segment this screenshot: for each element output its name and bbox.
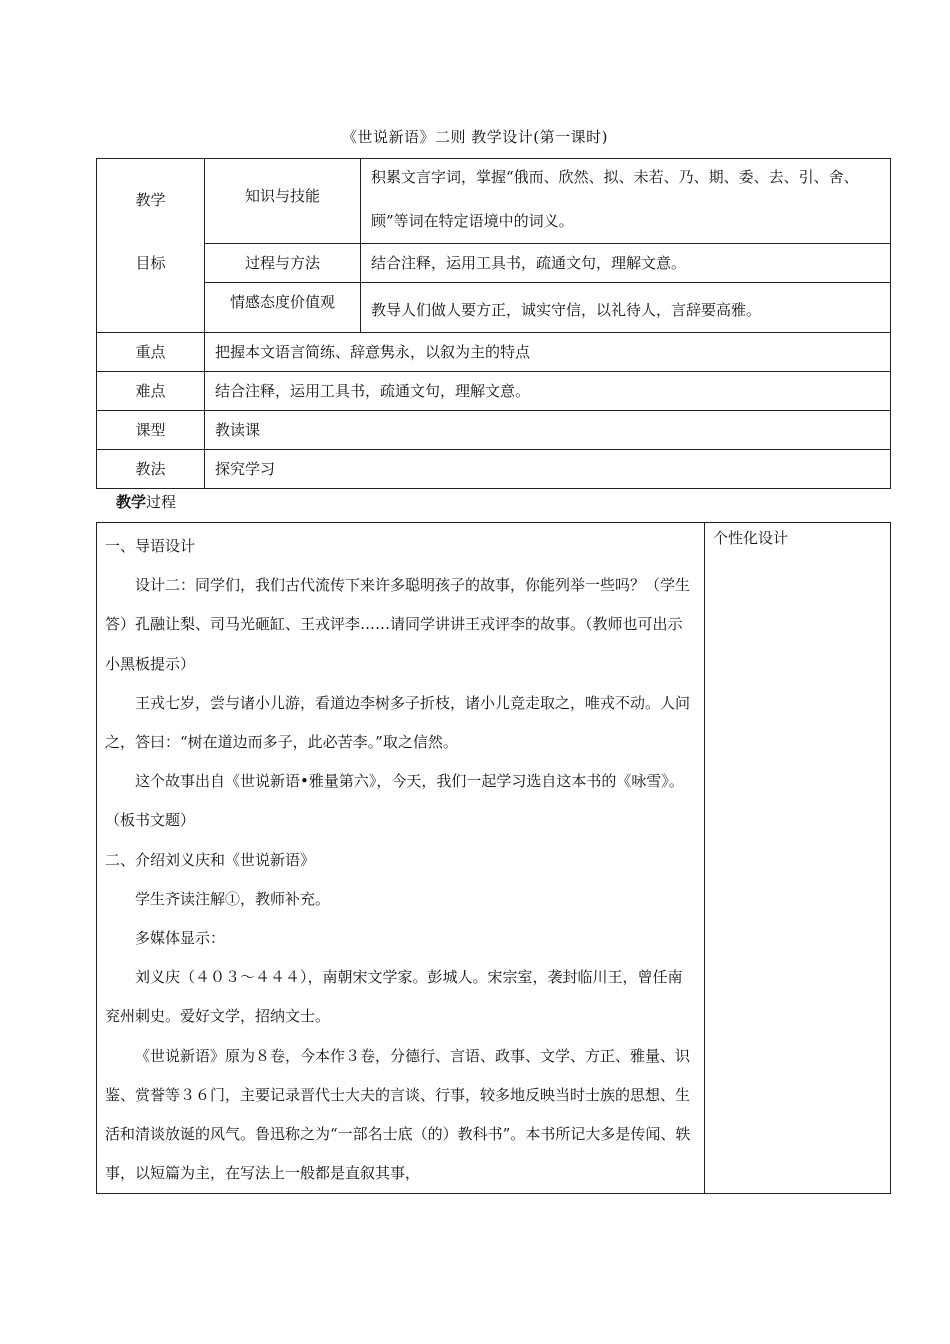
design-two-paragraph: 设计二：同学们，我们古代流传下来许多聪明孩子的故事，你能列举一些吗？（学生答）孔融让梨、司马光砸缸、王戎评李……请同学讲讲王戎评李的故事。（教师也可出示小黑板提示） xyxy=(105,576,691,673)
personalized-design-header: 个性化设计 xyxy=(713,529,789,547)
section-intro-heading: 一、导语设计 xyxy=(105,537,196,555)
process-heading-bold: 教学 xyxy=(116,493,147,511)
goal-process-content xyxy=(361,244,891,283)
personalized-design-cell xyxy=(705,523,891,1194)
method-value xyxy=(205,450,891,489)
difficulty-value xyxy=(205,372,891,411)
story-source-paragraph: 这个故事出自《世说新语•雅量第六》，今天，我们一起学习选自这本书的《咏雪》。（板书文题） xyxy=(105,772,684,830)
goals-label-top: 教学 xyxy=(135,191,166,209)
author-bio-paragraph: 刘义庆（４０３～４４４），南朝宋文学家。彭城人。宋宗室，袭封临川王，曾任南兖州刺史。爱好文学，招纳文士。 xyxy=(105,968,683,1026)
goal-values-label: 情感态度价值观 xyxy=(205,283,361,333)
key-point-text: 把握本文语言简练、辞意隽永，以叙为主的特点 xyxy=(215,343,531,361)
teaching-goals-table xyxy=(96,158,891,489)
goal-values-text: 教导人们做人要方正，诚实守信，以礼待人，言辞要高雅。 xyxy=(371,301,762,319)
goal-knowledge-label: 知识与技能 xyxy=(205,159,361,244)
method-label: 教法 xyxy=(97,450,205,489)
method-text: 探究学习 xyxy=(215,460,276,478)
key-point-label: 重点 xyxy=(97,333,205,372)
teaching-process-table xyxy=(96,522,891,1194)
goals-label-cell xyxy=(97,159,205,333)
lesson-type-label: 课型 xyxy=(97,411,205,450)
goal-knowledge-content xyxy=(361,159,891,244)
process-heading-rest: 过程 xyxy=(146,493,177,511)
difficulty-label: 难点 xyxy=(97,372,205,411)
process-heading xyxy=(116,491,176,512)
book-intro-paragraph: 《世说新语》原为８卷，今本作３卷，分德行、言语、政事、文学、方正、雅量、识鉴、赏誉等３６门，主要记录晋代士大夫的言谈、行事，较多地反映当时士族的思想、生活和清谈放诞的风气。鲁迅称之为“一部名士底（的）教科书”。本书所记大多是传闻、轶事，以短篇为主，在写法上一般都是直叙其事， xyxy=(105,1046,691,1183)
process-content-cell xyxy=(97,523,705,1194)
lesson-type-text: 教读课 xyxy=(215,421,261,439)
goal-process-text: 结合注释，运用工具书，疏通文句，理解文意。 xyxy=(371,254,687,272)
section-author-heading: 二、介绍刘义庆和《世说新语》 xyxy=(105,850,316,869)
key-point-value xyxy=(205,333,891,372)
wang-rong-story: 王戎七岁，尝与诸小儿游，看道边李树多子折枝，诸小儿竞走取之，唯戎不动。人问之，答曰：“树在道边而多子，此必苦李。”取之信然。 xyxy=(105,693,691,752)
goal-knowledge-text: 积累文言字词，掌握“俄而、欣然、拟、未若、乃、期、委、去、引、舍、顾”等词在特定语境中的词义。 xyxy=(371,168,859,230)
goals-label-bottom: 目标 xyxy=(135,254,166,272)
multimedia-label: 多媒体显示： xyxy=(135,929,226,948)
difficulty-text: 结合注释，运用工具书，疏通文句，理解文意。 xyxy=(215,382,531,400)
document-title: 《世说新语》二则 教学设计(第一课时) xyxy=(342,128,608,146)
goal-process-label: 过程与方法 xyxy=(205,244,361,283)
read-notes-paragraph: 学生齐读注解①，教师补充。 xyxy=(135,889,331,908)
lesson-type-value xyxy=(205,411,891,450)
goal-values-content xyxy=(361,283,891,333)
